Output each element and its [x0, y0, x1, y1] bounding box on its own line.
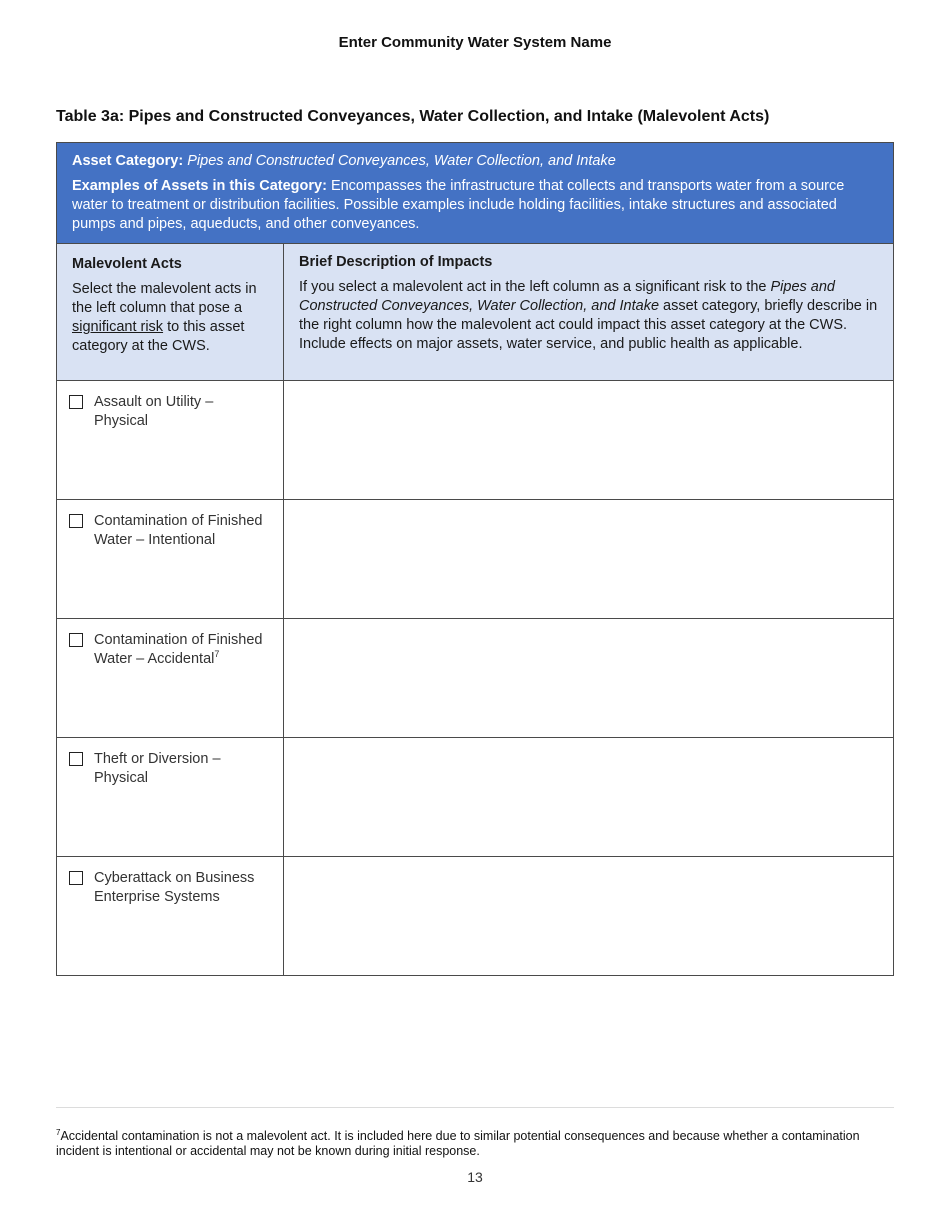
act-row-contamination-intentional	[57, 500, 893, 619]
act-label-text: Contamination of Finished Water – Accidental	[94, 632, 263, 667]
footnote-divider	[56, 1107, 894, 1108]
right-desc-part-1: If you select a malevolent act in the left column as a significant risk to the	[299, 279, 767, 295]
act-label	[94, 750, 271, 788]
right-desc-part-2: asset category, briefly describe in the right column how the malevolent act could impact this asset category at the CWS. Include effects on major assets, water service, and public health as applicable.	[299, 298, 878, 352]
act-cell	[57, 857, 284, 975]
asset-category-value: Pipes and Constructed Conveyances, Water Collection, and Intake	[187, 153, 616, 169]
impact-description-input[interactable]	[284, 857, 893, 975]
table-header-row	[57, 244, 893, 381]
act-label	[94, 393, 271, 431]
act-cell	[57, 381, 284, 499]
act-checkbox-theft[interactable]	[69, 752, 83, 766]
act-cell	[57, 619, 284, 737]
act-label	[94, 869, 271, 907]
act-row-contamination-accidental	[57, 619, 893, 738]
footnote-marker: 7	[214, 649, 220, 660]
table-title: Table 3a: Pipes and Constructed Conveyances, Water Collection, and Intake (Malevolent Acts)	[56, 108, 770, 125]
examples-label: Examples of Assets in this Category:	[72, 178, 327, 194]
act-checkbox-contamination-accidental[interactable]	[69, 633, 83, 647]
right-desc-italic: Pipes and Constructed Conveyances, Water Collection, and Intake	[299, 279, 835, 314]
left-desc-part-1: Select the malevolent acts in the left column that pose a	[72, 281, 257, 316]
impact-description-input[interactable]	[284, 619, 893, 737]
page-number: 13	[467, 1169, 483, 1185]
act-row-assault	[57, 381, 893, 500]
impacts-heading: Brief Description of Impacts	[299, 254, 493, 270]
impact-description-input[interactable]	[284, 738, 893, 856]
act-cell	[57, 738, 284, 856]
act-cell	[57, 500, 284, 618]
act-label-text: Theft or Diversion – Physical	[94, 751, 221, 786]
act-row-cyberattack	[57, 857, 893, 975]
examples-text: Encompasses the infrastructure that collects and transports water from a source water to treatment or distribution facilities. Possible examples include holding facilities, intake structures and associated pumps and pipes, aqueducts, and other conveyances.	[72, 178, 845, 232]
footnote	[56, 1125, 894, 1159]
act-checkbox-assault[interactable]	[69, 395, 83, 409]
act-checkbox-contamination-intentional[interactable]	[69, 514, 83, 528]
impact-description-input[interactable]	[284, 500, 893, 618]
act-row-theft	[57, 738, 893, 857]
asset-category-label: Asset Category:	[72, 153, 184, 169]
malevolent-acts-heading: Malevolent Acts	[72, 256, 182, 272]
act-label	[94, 512, 271, 550]
right-header-cell	[284, 244, 893, 380]
act-label-text: Contamination of Finished Water – Intentional	[94, 513, 263, 548]
malevolent-acts-table	[56, 142, 894, 976]
left-header-cell	[57, 244, 284, 380]
act-checkbox-cyberattack[interactable]	[69, 871, 83, 885]
impact-description-input[interactable]	[284, 381, 893, 499]
footnote-text: Accidental contamination is not a malevolent act. It is included here due to similar potential consequences and because whether a contamination incident is intentional or accidental may not be known during initial response.	[56, 1129, 860, 1159]
malevolent-acts-instructions	[72, 280, 268, 356]
act-label	[94, 631, 271, 669]
community-water-system-name: Enter Community Water System Name	[338, 34, 612, 51]
asset-category-line	[72, 152, 878, 171]
act-label-text: Assault on Utility – Physical	[94, 394, 214, 429]
asset-category-box	[57, 143, 893, 244]
act-label-text: Cyberattack on Business Enterprise Systems	[94, 870, 255, 905]
left-desc-underlined: significant risk	[72, 319, 164, 335]
impacts-instructions	[299, 278, 878, 354]
left-desc-part-2: to this asset category at the CWS.	[72, 319, 245, 354]
footnote-number: 7	[56, 1128, 61, 1137]
examples-line	[72, 177, 878, 234]
